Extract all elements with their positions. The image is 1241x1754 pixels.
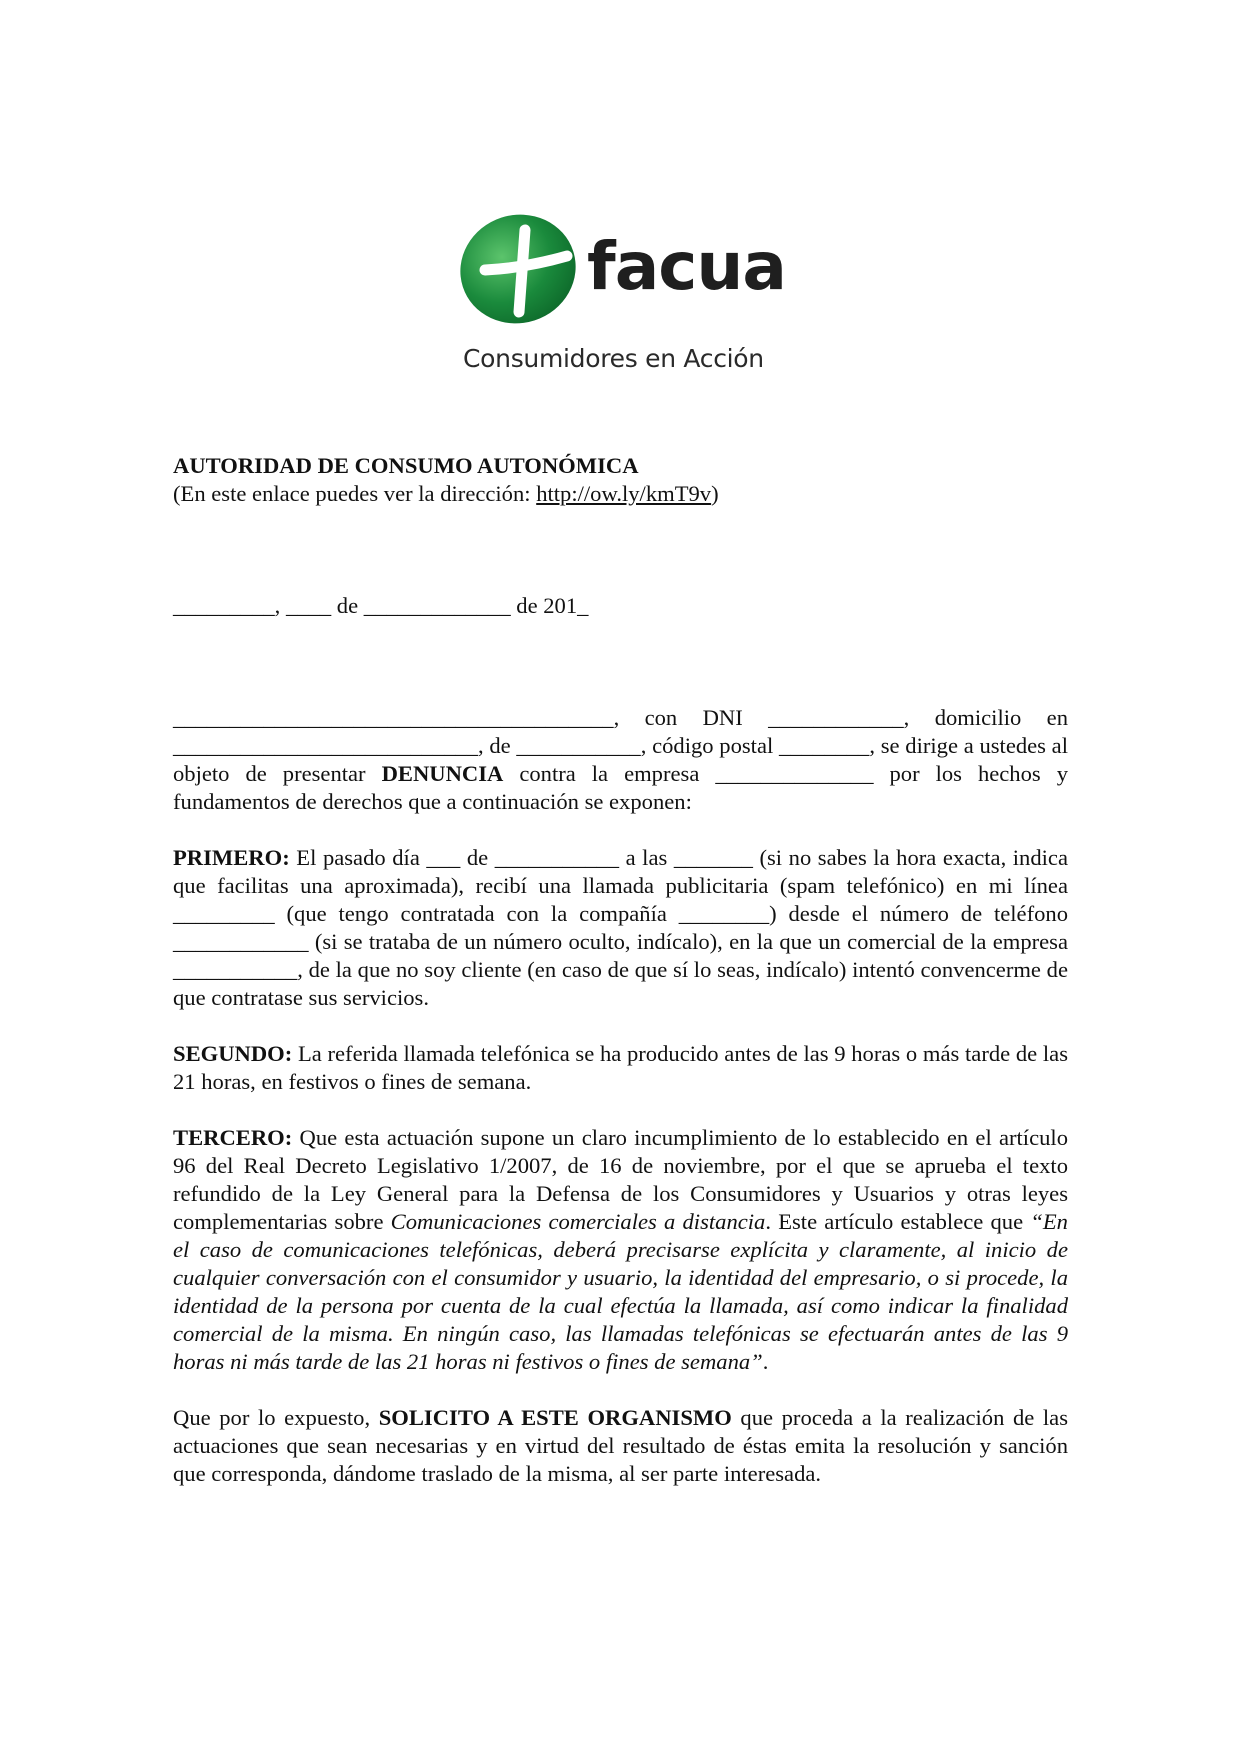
- intro-text-after: contra la empresa ______________ por los hechos y fundamentos de derechos que a continuación se exponen:: [173, 761, 1068, 814]
- address-note: [173, 480, 1068, 508]
- address-note-prefix: (En este enlace puedes ver la dirección:: [173, 481, 537, 506]
- segundo-text: La referida llamada telefónica se ha producido antes de las 9 horas o más tarde de las 21 horas, en festivos o fines de semana.: [173, 1041, 1068, 1094]
- tercero-text-1: Que esta actuación supone un claro incumplimiento de lo establecido en el artículo 96 del Real Decreto Legislativo 1/2007, de 16 de noviembre, por el que se aprueba el texto refundido de la Ley General para la Defensa de los Consumidores y Usuarios y otras leyes complementarias sobre: [173, 1125, 1068, 1234]
- segundo-paragraph: [173, 1040, 1068, 1096]
- primero-label: PRIMERO:: [173, 845, 290, 870]
- tercero-paragraph: [173, 1124, 1068, 1376]
- logo-wordmark: facua: [587, 228, 786, 305]
- closing-text-after: que proceda a la realización de las actuaciones que sean necesarias y en virtud del resultado de éstas emita la resolución y sanción que corresponda, dándome traslado de la misma, al ser parte interesada.: [173, 1405, 1068, 1486]
- facua-logo: [455, 212, 800, 382]
- logo-tagline: Consumidores en Acción: [463, 344, 764, 373]
- tercero-quote: “En el caso de comunicaciones telefónicas, deberá precisarse explícita y claramente, al inicio de cualquier conversación con el consumidor y usuario, la identidad del empresario, o si procede, la identidad de la persona por cuenta de la cual efectúa la llamada, así como indicar la finalidad comercial de la misma. En ningún caso, las llamadas telefónicas se efectuarán antes de las 9 horas ni más tarde de las 21 horas ni festivos o fines de semana”: [173, 1209, 1068, 1374]
- facua-emblem-icon: [455, 212, 585, 332]
- recipient-title: AUTORIDAD DE CONSUMO AUTONÓMICA: [173, 453, 639, 478]
- closing-text-before: Que por lo expuesto,: [173, 1405, 379, 1430]
- segundo-label: SEGUNDO:: [173, 1041, 293, 1066]
- address-link[interactable]: http://ow.ly/kmT9v: [536, 481, 712, 506]
- date-line: _________, ____ de _____________ de 201_: [173, 593, 589, 618]
- letter-body: [173, 452, 1068, 1488]
- solicito-label: SOLICITO A ESTE ORGANISMO: [378, 1405, 732, 1430]
- closing-paragraph: [173, 1404, 1068, 1488]
- intro-paragraph: [173, 704, 1068, 816]
- intro-text-before: _______________________________________, con DNI ____________, domicilio en ___________________________, de ___________, código postal ________, se dirige a ustedes al objeto de presentar: [173, 705, 1068, 786]
- primero-paragraph: [173, 844, 1068, 1012]
- tercero-text-3: .: [762, 1349, 769, 1374]
- address-note-suffix: ): [711, 481, 719, 506]
- tercero-text-2: . Este artículo establece que: [765, 1209, 1031, 1234]
- tercero-italic-title: Comunicaciones comerciales a distancia: [390, 1209, 766, 1234]
- denuncia-label: DENUNCIA: [381, 761, 504, 786]
- primero-text: El pasado día ___ de ___________ a las _______ (si no sabes la hora exacta, indica que facilitas una aproximada), recibí una llamada publicitaria (spam telefónico) en mi línea _________ (que tengo contratada con la compañía ________) desde el número de teléfono ____________ (si se trataba de un número oculto, indícalo), en la que un comercial de la empresa ___________, de la que no soy cliente (en caso de que sí lo seas, indícalo) intentó convencerme de que contratase sus servicios.: [173, 845, 1068, 1010]
- tercero-label: TERCERO:: [173, 1125, 293, 1150]
